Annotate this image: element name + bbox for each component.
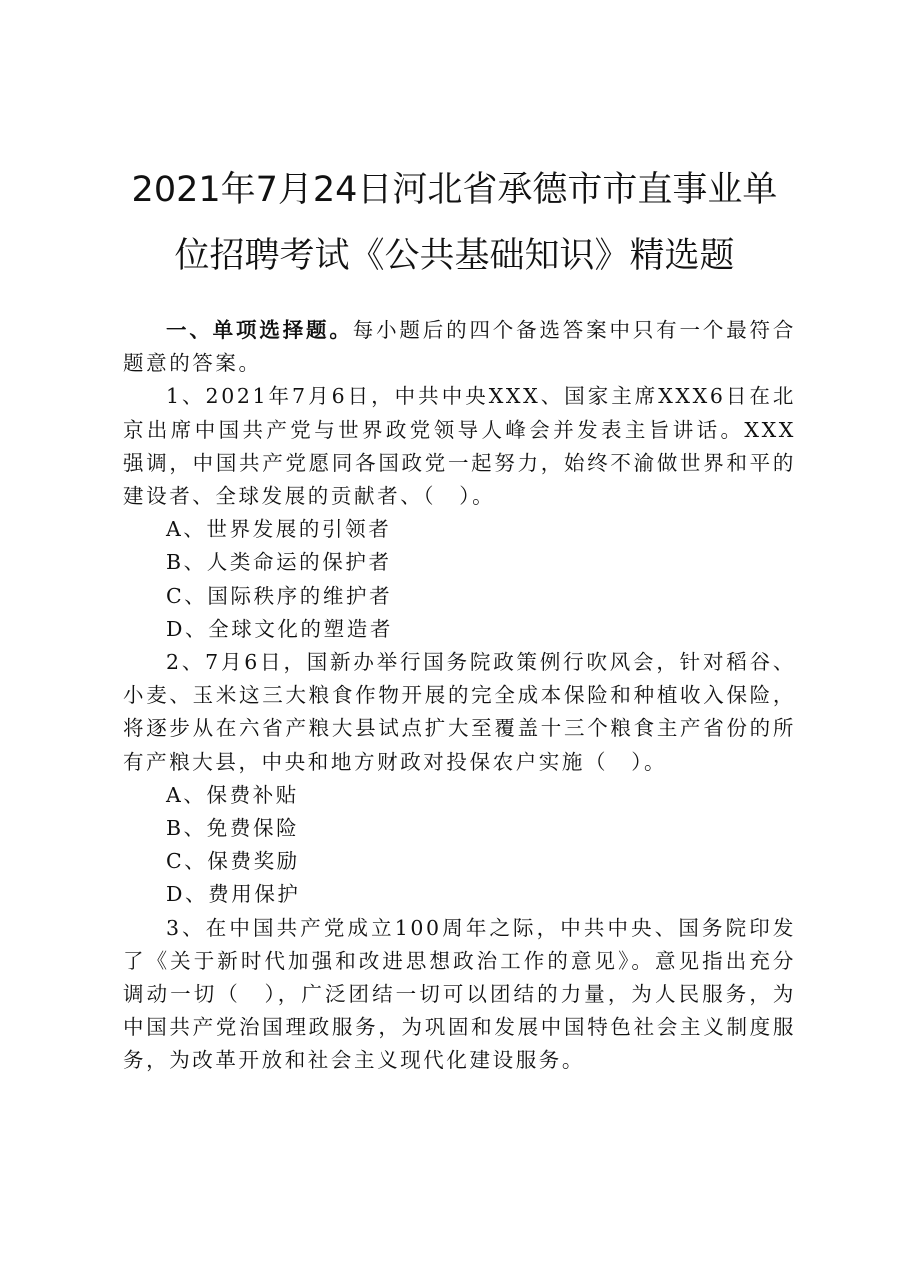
question-1-option-a: A、世界发展的引领者: [166, 517, 392, 542]
question-1-option-c: C、国际秩序的维护者: [166, 583, 393, 608]
question-2-option-a: A、保费补贴: [166, 782, 299, 807]
question-3-stem: 3、在中国共产党成立100周年之际，中共中央、国务院印发了《关于新时代加强和改进思想政治工作的意见》。意见指出充分调动一切（ ），广泛团结一切可以团结的力量，为人民服务，为中国共产党治国理政服务，为巩固和发展中国特色社会主义制度服务，为改革开放和社会主义现代化建设服务。: [123, 915, 796, 1073]
question-2-stem: 2、7月6日，国新办举行国务院政策例行吹风会，针对稻谷、小麦、玉米这三大粮食作物开展的完全成本保险和种植收入保险，将逐步从在六省产粮大县试点扩大至覆盖十三个粮食主产省份的所有产粮大县，中央和地方财政对投保农户实施（ ）。: [123, 650, 796, 774]
section-label: 一、单项选择题。: [166, 318, 353, 342]
section-instruction: 每小题后的四个备选答案中只有一个最符合题意的答案。: [123, 318, 796, 376]
question-2-option-c: C、保费奖励: [166, 849, 300, 874]
document-title-line-1: 2021年7月24日河北省承德市市直事业单: [131, 170, 778, 210]
question-1-option-d: D、全球文化的塑造者: [166, 616, 393, 641]
question-2-option-d: D、费用保护: [166, 882, 301, 907]
section-intro: [123, 314, 796, 380]
question-2-option-b: B、免费保险: [166, 816, 300, 841]
document-title-line-2: 位招聘考试《公共基础知识》精选题: [174, 236, 735, 276]
question-1-option-b: B、人类命运的保护者: [166, 550, 392, 575]
document-body: [123, 314, 796, 1078]
question-1-stem: 1、2021年7月6日，中共中央XXX、国家主席XXX6日在北京出席中国共产党与世界政党领导人峰会并发表主旨讲话。XXX强调，中国共产党愿同各国政党一起努力，始终不渝做世界和平的建设者、全球发展的贡献者、（ ）。: [123, 384, 796, 509]
